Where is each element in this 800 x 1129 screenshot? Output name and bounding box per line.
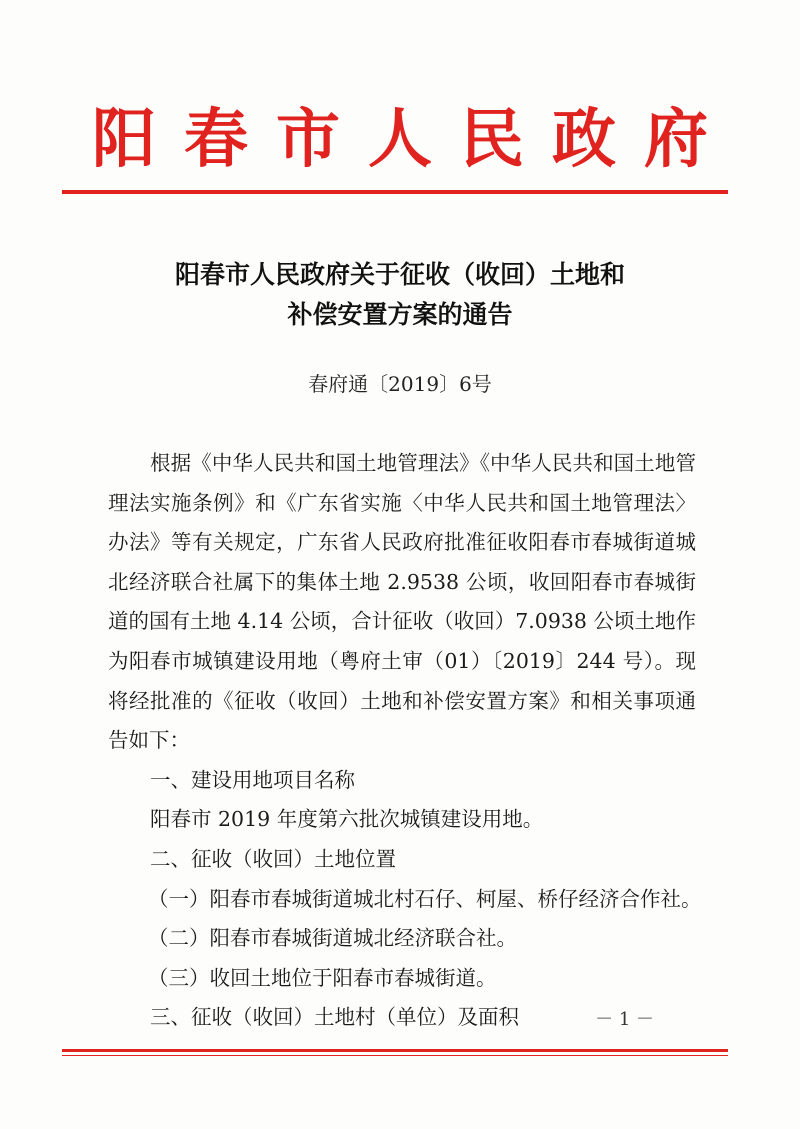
section2-item-3: （三）收回土地位于阳春市春城街道。 <box>148 965 497 990</box>
section2-heading: 二、征收（收回）土地位置 <box>150 846 396 871</box>
letterhead-red-rule <box>62 190 728 194</box>
notice-body <box>108 444 702 1038</box>
footer-red-rule-thin <box>62 1055 728 1056</box>
section3-heading: 三、征收（收回）土地村（单位）及面积 <box>150 1005 519 1030</box>
notice-title <box>0 255 800 335</box>
notice-title-line2: 补偿安置方案的通告 <box>287 300 513 329</box>
section1-heading: 一、建设用地项目名称 <box>150 767 355 792</box>
document-number: 春府通〔2019〕6号 <box>308 372 492 396</box>
intro-paragraph: 根据《中华人民共和国土地管理法》《中华人民共和国土地管理法实施条例》和《广东省实施〈中华人民共和国土地管理法〉办法》等有关规定，广东省人民政府批准征收阳春市春城街道城北经济联合社属下的集体土地 2.9538 公顷，收回阳春市春城街道的国有土地 4.14 公顷，合计征收（收回）7.0938 公顷土地作为阳春市城镇建设用地（粤府土审（01）〔2019〕244 号）。现将经批准的《征收（收回）土地和补偿安置方案》和相关事项通告如下： <box>108 451 696 753</box>
section2-item-2: （二）阳春市春城街道城北经济联合社。 <box>148 926 517 951</box>
page-number: － 1 － <box>595 1009 654 1030</box>
footer-red-rule-thick <box>62 1049 728 1052</box>
section2-item-1: （一）阳春市春城街道城北村石仔、柯屋、桥仔经济合作社。 <box>148 886 702 911</box>
notice-title-line1: 阳春市人民政府关于征收（收回）土地和 <box>174 260 625 289</box>
section1-text: 阳春市 2019 年度第六批次城镇建设用地。 <box>150 807 544 832</box>
letterhead-issuer: 阳春市人民政府 <box>92 102 736 177</box>
